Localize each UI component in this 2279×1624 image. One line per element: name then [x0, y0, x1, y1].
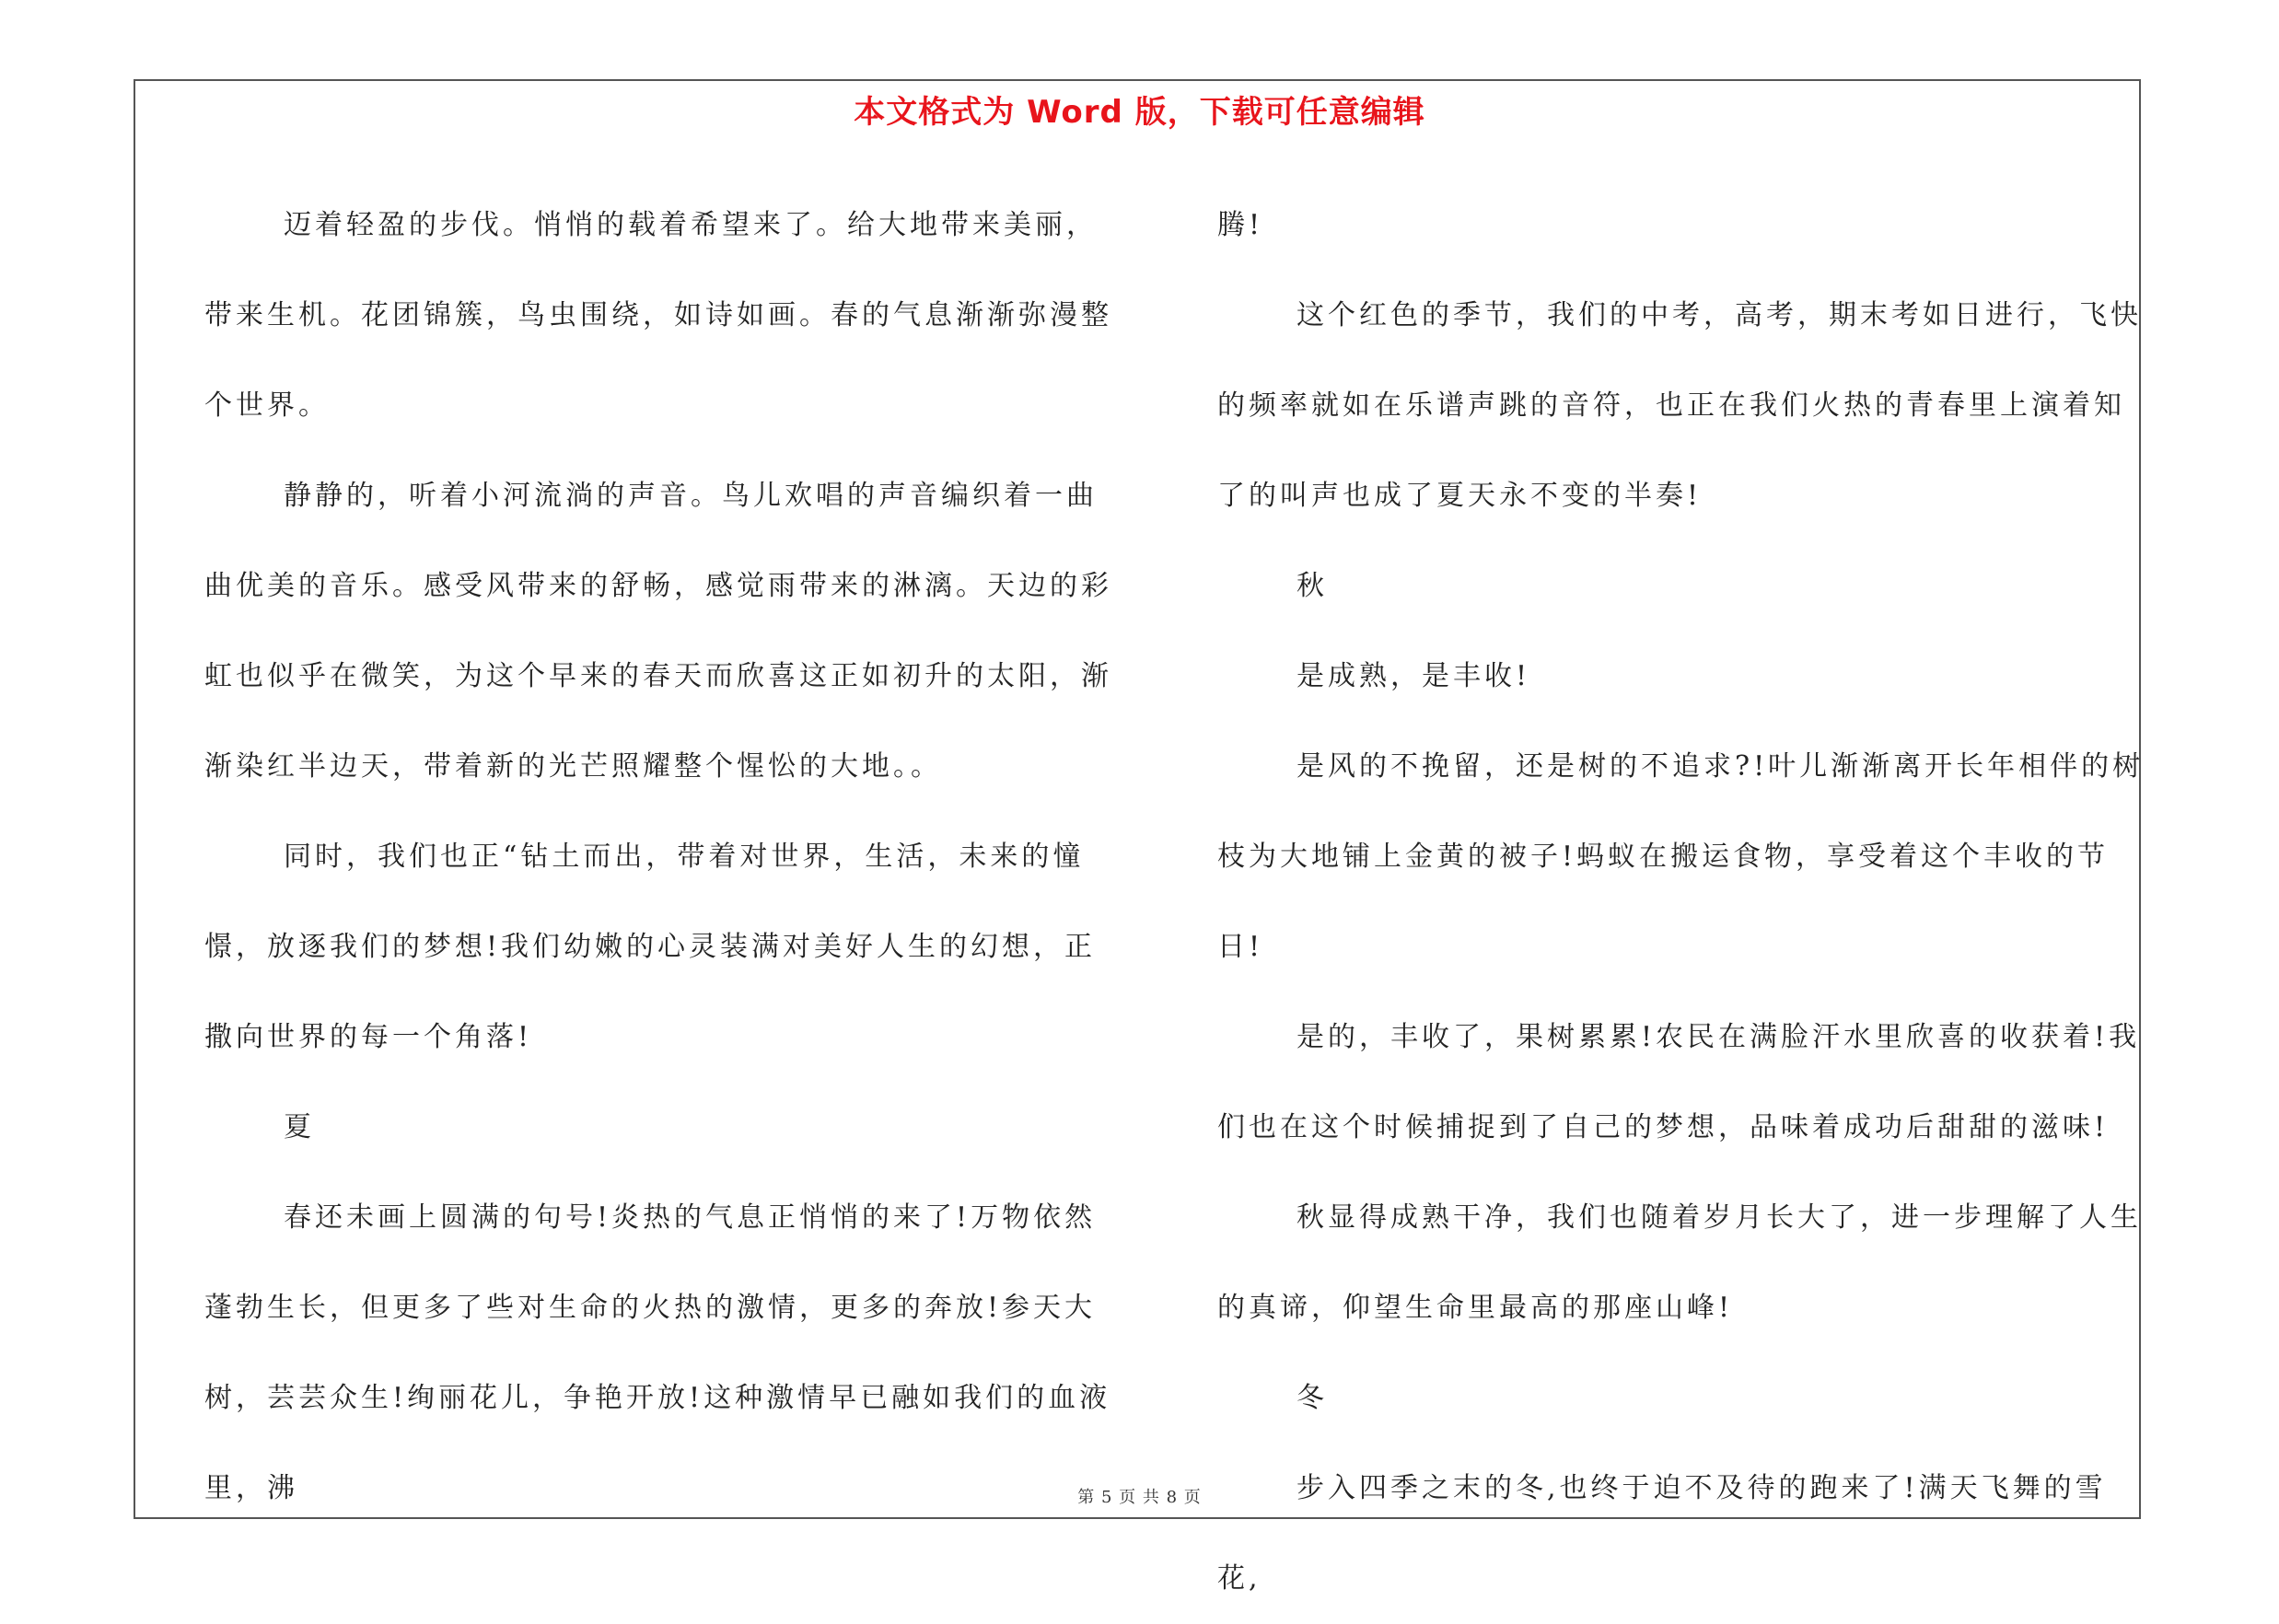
section-heading-summer: 夏: [284, 1111, 315, 1143]
left-column: [204, 180, 1125, 1534]
page-number-footer: 第 5 页 共 8 页: [1077, 1488, 1202, 1507]
section-heading-autumn: 秋: [1296, 570, 1328, 602]
paragraph: 步入四季之末的冬,也终于迫不及待的跑来了!满天飞舞的雪花,: [1217, 1472, 2107, 1595]
paragraph: 迈着轻盈的步伐。悄悄的载着希望来了。给大地带来美丽，带来生机。花团锦簇，鸟虫围绕，如诗如画。春的气息渐渐弥漫整个世界。: [204, 209, 1112, 422]
page-header-title: 本文格式为 Word 版，下载可任意编辑: [854, 94, 1425, 131]
paragraph: 是成熟，是丰收!: [1296, 660, 1531, 692]
paragraph: 静静的，听着小河流淌的声音。鸟儿欢唱的声音编织着一曲曲优美的音乐。感受风带来的舒畅，感觉雨带来的淋漓。天边的彩虹也似乎在微笑，为这个早来的春天而欣喜这正如初升的太阳，渐渐染红半边天，带着新的光芒照耀整个惺忪的大地。。: [204, 480, 1112, 783]
section-heading-winter: 冬: [1296, 1382, 1328, 1414]
paragraph: 秋显得成熟干净，我们也随着岁月长大了，进一步理解了人生的真谛，仰望生命里最高的那座山峰!: [1217, 1201, 2142, 1324]
right-column: [1217, 180, 2147, 1624]
paragraph: 这个红色的季节，我们的中考，高考，期末考如日进行，飞快的频率就如在乐谱声跳的音符，也正在我们火热的青春里上演着知了的叫声也成了夏天永不变的半奏!: [1217, 299, 2142, 512]
paragraph: 是风的不挽留，还是树的不追求?!叶儿渐渐离开长年相伴的树枝为大地铺上金黄的被子!蚂蚁在搬运食物，享受着这个丰收的节日!: [1217, 750, 2145, 963]
paragraph-continuation: 腾!: [1217, 209, 1264, 241]
paragraph: 是的，丰收了，果树累累!农民在满脸汗水里欣喜的收获着!我们也在这个时候捕捉到了自己的梦想，品味着成功后甜甜的滋味!: [1217, 1021, 2141, 1143]
paragraph: 同时，我们也正“钻土而出，带着对世界，生活，未来的憧憬，放逐我们的梦想!我们幼嫩的心灵装满对美好人生的幻想，正撒向世界的每一个角落!: [204, 841, 1097, 1053]
paragraph: 春还未画上圆满的句号!炎热的气息正悄悄的来了!万物依然蓬勃生长，但更多了些对生命的火热的激情，更多的奔放!参天大树，芸芸众生!绚丽花儿，争艳开放!这种激情早已融如我们的血液里，沸: [204, 1201, 1111, 1504]
